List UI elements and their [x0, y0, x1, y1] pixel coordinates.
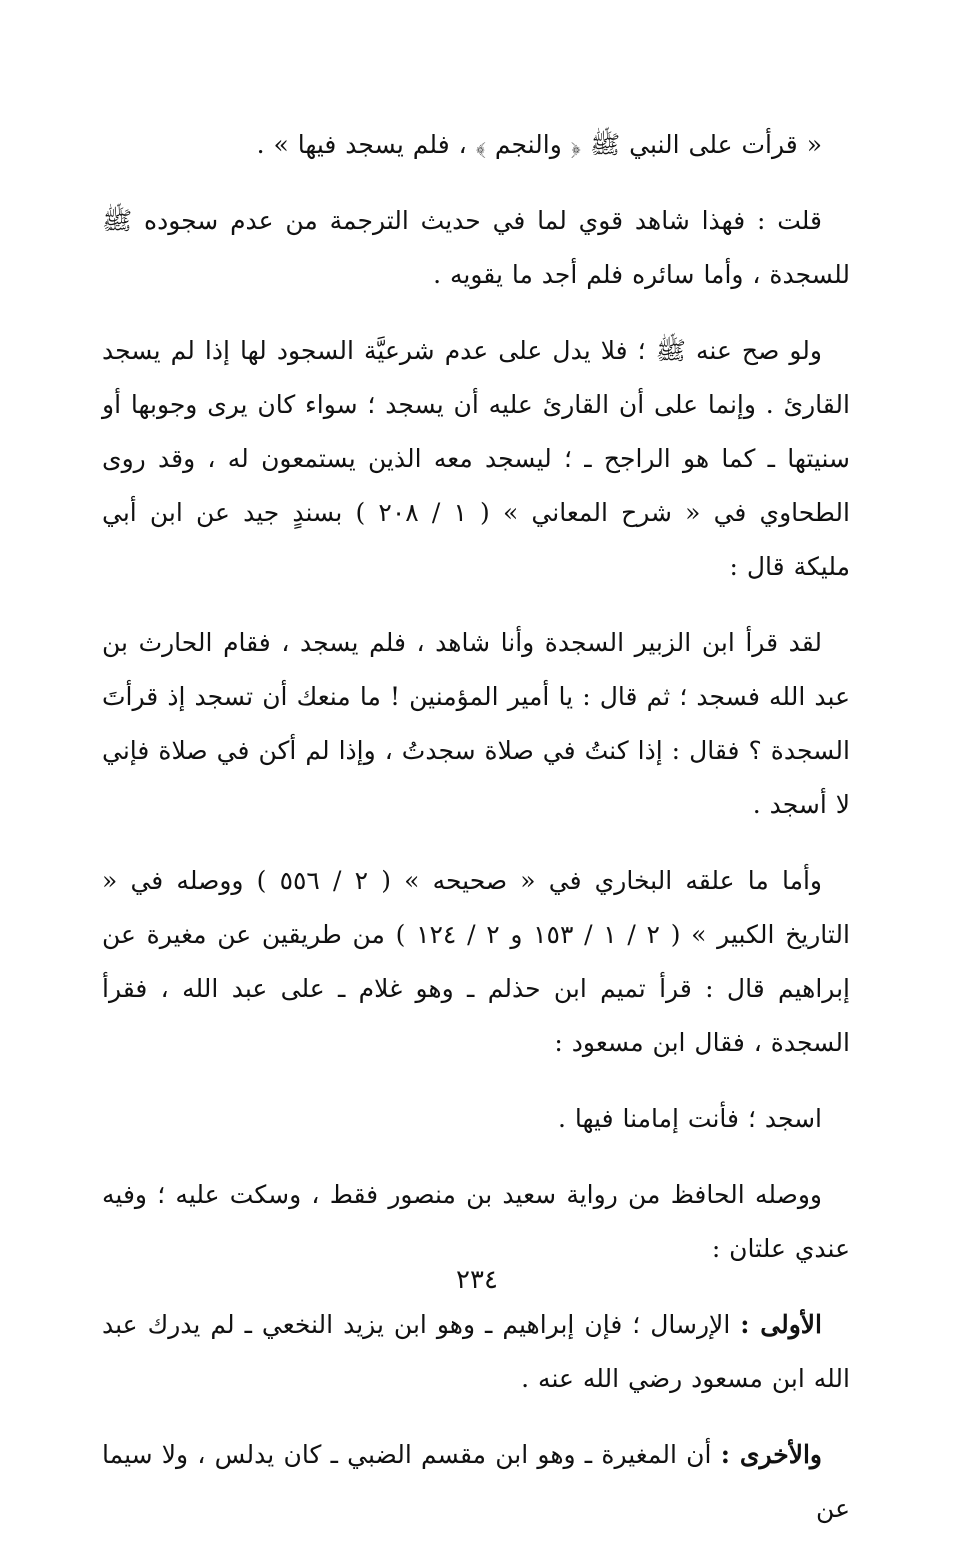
paragraph-first-defect	[102, 1298, 850, 1406]
paragraph-bukhari	[102, 854, 850, 1070]
paragraph-text: الإرسال ؛ فإن إبراهيم ـ وهو ابن يزيد النخعي ـ لم يدرك عبد الله ابن مسعود رضي الله عنه .	[102, 1310, 850, 1393]
paragraph-narration	[102, 616, 850, 832]
paragraph-text: أن المغيرة ـ وهو ابن مقسم الضبي ـ كان يدلس ، ولا سيما عن	[102, 1440, 850, 1523]
page-number: ٢٣٤	[456, 1265, 498, 1295]
paragraph-text: ولو صح عنه ﷺ ؛ فلا يدل على عدم شرعيَّة السجود لها إذا لم يسجد القارئ . وإنما على أن القارئ عليه أن يسجد ؛ سواء كان يرى وجوبها أو سنيتها ـ كما هو الراجح ـ ؛ ليسجد معه الذين يستمعون له ، وقد روى الطحاوي في « شرح المعاني » ( ١ / ٢٠٨ ) بسندٍ جيد عن ابن أبي مليكة قال :	[102, 336, 850, 581]
paragraph-lead: والأخرى :	[720, 1440, 823, 1469]
paragraph-lead: الأولى :	[740, 1310, 823, 1339]
paragraph-text: وأما ما علقه البخاري في « صحيحه » ( ٢ / ٥٥٦ ) ووصله في « التاريخ الكبير » ( ٢ / ١ / ١٥٣ و ٢ / ١٢٤ ) من طريقين عن مغيرة عن إبراهيم قال : قرأ تميم ابن حذلم ـ وهو غلام ـ على عبد الله ، فقرأ السجدة ، فقال ابن مسعود :	[102, 866, 850, 1057]
paragraph-quote-short	[102, 1092, 850, 1146]
paragraph-second-defect	[102, 1428, 850, 1536]
paragraph-text: لقد قرأ ابن الزبير السجدة وأنا شاهد ، فلم يسجد ، فقام الحارث بن عبد الله فسجد ؛ ثم قال : يا أمير المؤمنين ! ما منعك أن تسجد إذ قرأتَ السجدة ؟ فقال : إذا كنتُ في صلاة سجدتُ ، وإذا لم أكن في صلاة فإني لا أسجد .	[102, 628, 850, 819]
paragraph-hafiz	[102, 1168, 850, 1276]
paragraph-text: ووصله الحافظ من رواية سعيد بن منصور فقط ، وسكت عليه ؛ وفيه عندي علتان :	[102, 1180, 850, 1263]
paragraph-text: « قرأت على النبي ﷺ ﴿ والنجم ﴾ ، فلم يسجد فيها » .	[256, 130, 822, 159]
paragraph-text: اسجد ؛ فأنت إمامنا فيها .	[558, 1104, 822, 1133]
paragraph-hadith-quote	[102, 118, 850, 172]
page-body	[102, 118, 850, 1558]
paragraph-text: قلت : فهذا شاهد قوي لما في حديث الترجمة من عدم سجوده ﷺ للسجدة ، وأما سائره فلم أجد ما يقويه .	[102, 206, 850, 289]
paragraph-comment	[102, 194, 850, 302]
paragraph-discussion	[102, 324, 850, 594]
